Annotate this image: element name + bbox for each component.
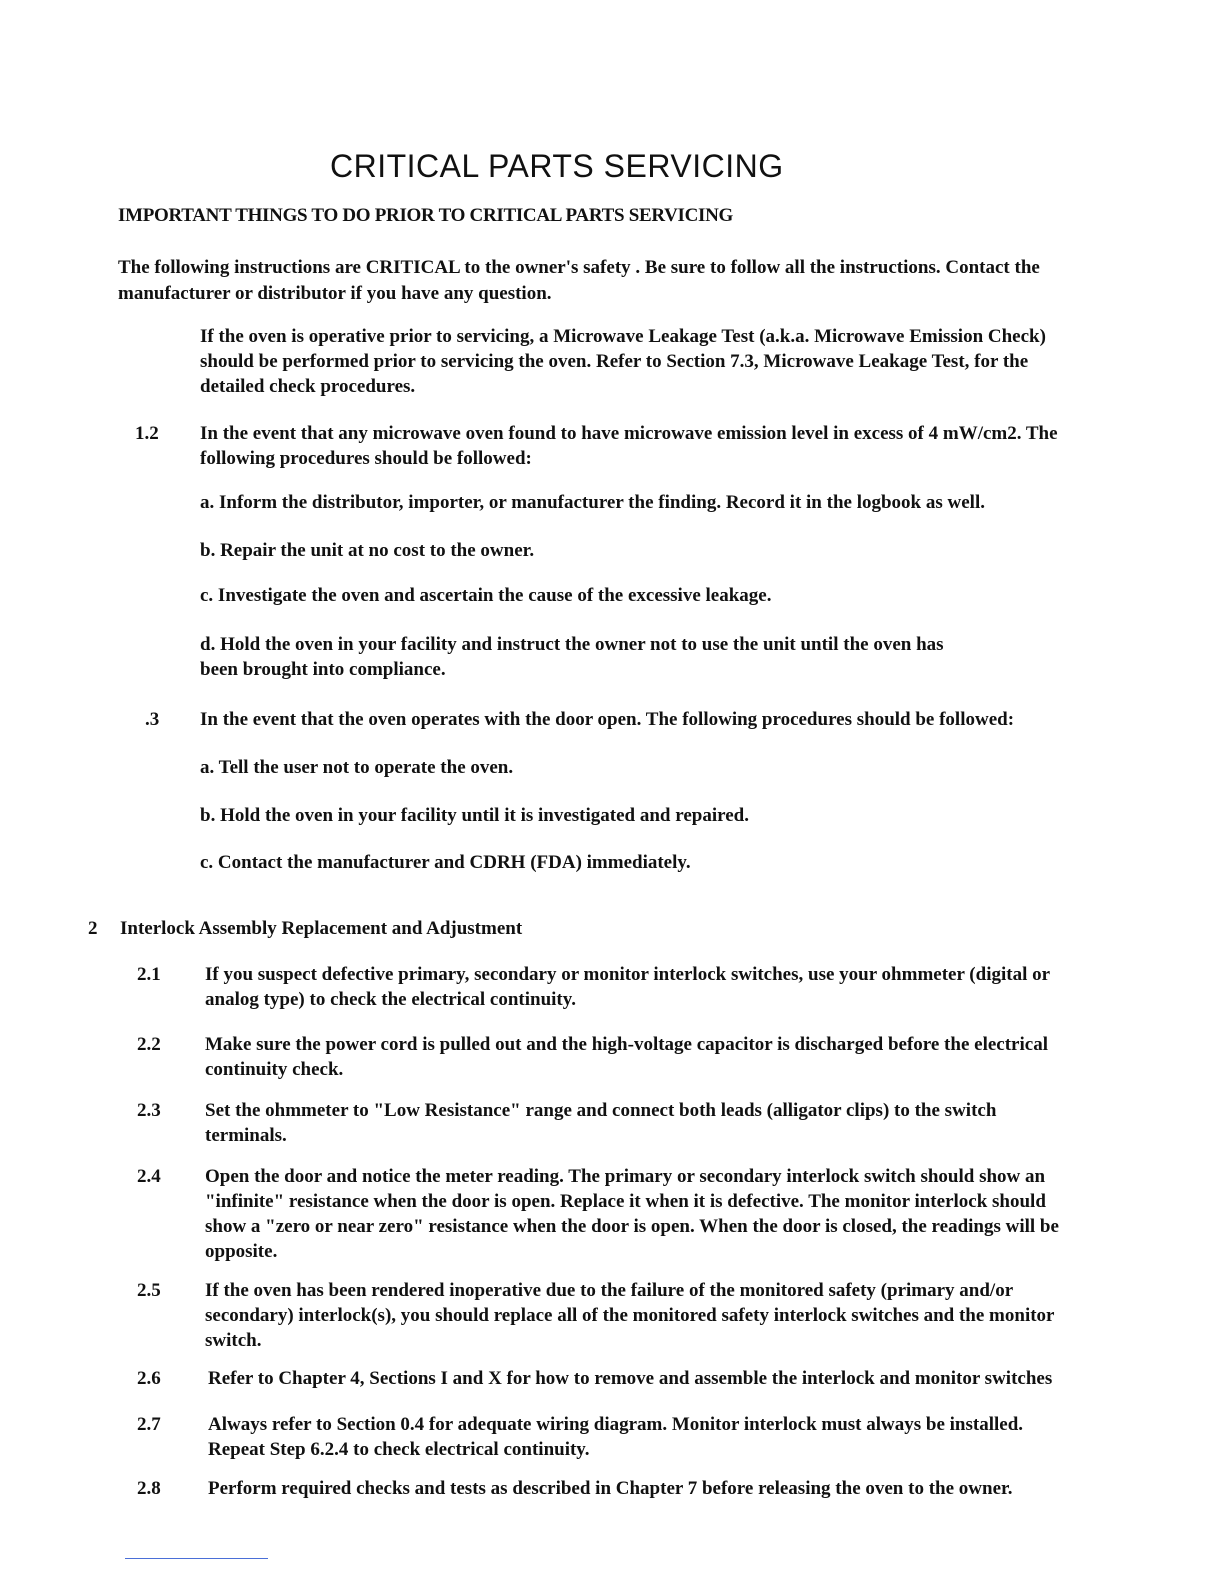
item-1-2-c: c. Investigate the oven and ascertain the cause of the excessive leakage. bbox=[200, 585, 772, 606]
item-1-2-a: a. Inform the distributor, importer, or manufacturer the finding. Record it in the logbook as well. bbox=[200, 492, 985, 513]
section-subheading: IMPORTANT THINGS TO DO PRIOR TO CRITICAL PARTS SERVICING bbox=[118, 205, 734, 226]
item-1-2-text: In the event that any microwave oven found to have microwave emission level in excess of 4 mW/cm2. The following procedures should be followed: bbox=[200, 423, 1058, 469]
item-2-4-number: 2.4 bbox=[137, 1166, 161, 1187]
item-1-3-text: In the event that the oven operates with the door open. The following procedures should be followed: bbox=[200, 709, 1015, 730]
item-1-3-number: .3 bbox=[145, 709, 160, 730]
item-2-7-number: 2.7 bbox=[137, 1414, 161, 1435]
item-1-3-b: b. Hold the oven in your facility until it is investigated and repaired. bbox=[200, 805, 749, 826]
item-2-7-text: Always refer to Section 0.4 for adequate wiring diagram. Monitor interlock must always be installed. Repeat Step 6.2.4 to check electrical continuity. bbox=[208, 1414, 1024, 1460]
item-1-3-a: a. Tell the user not to operate the oven. bbox=[200, 757, 514, 778]
item-1-2-d: d. Hold the oven in your facility and instruct the owner not to use the unit until the oven has been brought into compliance. bbox=[200, 634, 944, 680]
item-2-2-number: 2.2 bbox=[137, 1034, 161, 1055]
item-2-5-text: If the oven has been rendered inoperative due to the failure of the monitored safety (primary and/or secondary) interlock(s), you should replace all of the monitored safety interlock switches and the monitor switch. bbox=[205, 1280, 1055, 1351]
item-2-4-text: Open the door and notice the meter reading. The primary or secondary interlock switch should show an "infinite" resistance when the door is open. Replace it when it is defective. The monitor interlock should show a "zero or near zero" resistance when the door is open. When the door is closed, the readings will be opposite. bbox=[205, 1166, 1059, 1262]
section-2-number: 2 bbox=[88, 918, 98, 939]
footnote-divider bbox=[125, 1558, 268, 1559]
item-2-8-number: 2.8 bbox=[137, 1478, 161, 1499]
item-2-2-text: Make sure the power cord is pulled out and the high-voltage capacitor is discharged before the electrical continuity check. bbox=[205, 1034, 1048, 1080]
item-2-8-text: Perform required checks and tests as described in Chapter 7 before releasing the oven to the owner. bbox=[208, 1478, 1013, 1499]
item-1-3-c: c. Contact the manufacturer and CDRH (FDA) immediately. bbox=[200, 852, 691, 873]
item-2-3-text: Set the ohmmeter to "Low Resistance" range and connect both leads (alligator clips) to the switch terminals. bbox=[205, 1100, 997, 1146]
section-2-heading: Interlock Assembly Replacement and Adjustment bbox=[120, 918, 523, 939]
item-1-1-text: If the oven is operative prior to servicing, a Microwave Leakage Test (a.k.a. Microwave Emission Check) should be performed prior to servicing the oven. Refer to Section 7.3, Microwave Leakage Test, for the detailed check procedures. bbox=[200, 326, 1046, 397]
item-2-1-number: 2.1 bbox=[137, 964, 161, 985]
item-2-1-text: If you suspect defective primary, secondary or monitor interlock switches, use your ohmmeter (digital or analog type) to check the electrical continuity. bbox=[205, 964, 1050, 1010]
item-2-6-text: Refer to Chapter 4, Sections I and X for how to remove and assemble the interlock and monitor switches bbox=[208, 1368, 1053, 1389]
item-2-6-number: 2.6 bbox=[137, 1368, 161, 1389]
item-1-2-number: 1.2 bbox=[135, 423, 159, 444]
item-2-5-number: 2.5 bbox=[137, 1280, 161, 1301]
intro-paragraph: The following instructions are CRITICAL to the owner's safety . Be sure to follow all the instructions. Contact the manufacturer or distributor if you have any question. bbox=[118, 257, 1040, 304]
item-1-2-b: b. Repair the unit at no cost to the owner. bbox=[200, 540, 535, 561]
page-title: CRITICAL PARTS SERVICING bbox=[330, 148, 784, 184]
item-2-3-number: 2.3 bbox=[137, 1100, 161, 1121]
